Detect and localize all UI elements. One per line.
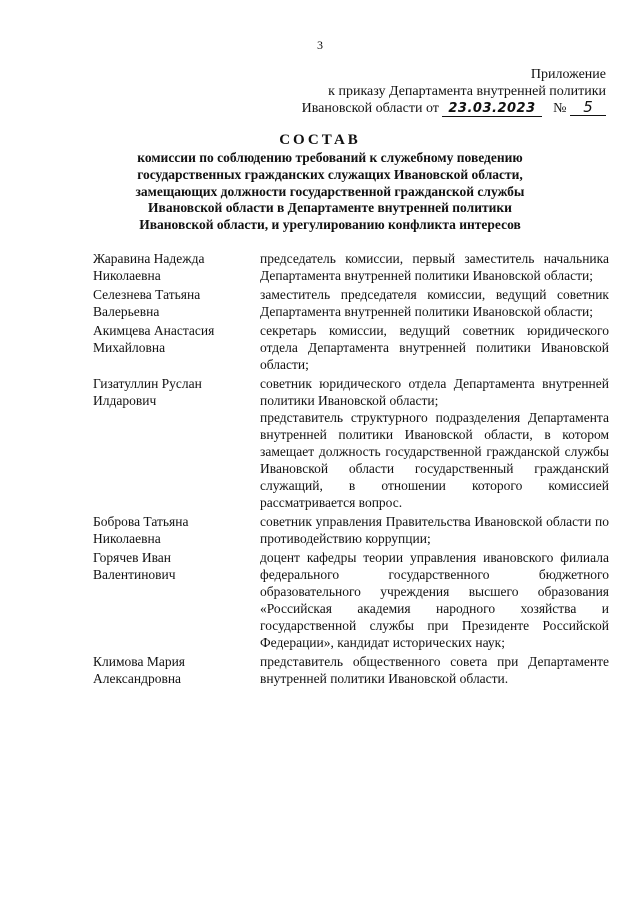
member-role-text: советник управления Правительства Ивановской области по противодействию коррупции; bbox=[260, 514, 609, 546]
subtitle-line: комиссии по соблюдению требований к служебному поведению bbox=[137, 150, 523, 165]
member-name bbox=[93, 322, 260, 373]
member-row bbox=[93, 322, 609, 373]
subtitle-line: Ивановской области, и урегулированию конфликта интересов bbox=[139, 217, 521, 233]
appendix-date-line bbox=[302, 100, 606, 117]
handwritten-date: 23.03.2023 bbox=[442, 102, 541, 117]
member-surname: Боброва Татьяна bbox=[93, 514, 189, 529]
member-row bbox=[93, 549, 609, 651]
member-name bbox=[93, 375, 260, 511]
member-row bbox=[93, 653, 609, 687]
member-patronymic: Александровна bbox=[93, 671, 182, 686]
appendix-header bbox=[302, 66, 606, 117]
member-patronymic: Михайловна bbox=[93, 340, 166, 355]
document-subtitle bbox=[100, 150, 560, 234]
member-role bbox=[260, 250, 609, 284]
handwritten-number: 5 bbox=[570, 100, 606, 116]
member-role-text: секретарь комиссии, ведущий советник юридического отдела Департамента внутренней политики Ивановской области; bbox=[260, 323, 609, 372]
appendix-order-ref: к приказу Департамента внутренней политики bbox=[328, 84, 606, 99]
member-name bbox=[93, 549, 260, 651]
member-row bbox=[93, 513, 609, 547]
subtitle-line: Ивановской области в Департаменте внутренней политики bbox=[148, 200, 512, 216]
member-role-text: советник юридического отдела Департамента внутренней политики Ивановской области; bbox=[260, 376, 609, 408]
member-role-text-extra: представитель структурного подразделения Департамента внутренней политики Ивановской области, в котором замещает должность государственной гражданской службы Ивановской области государственный гражданский служащий, в отношении которого комиссией рассматривается вопрос. bbox=[260, 410, 609, 510]
subtitle-line: замещающих должности государственной гражданской службы bbox=[135, 183, 525, 199]
member-patronymic: Валентинович bbox=[93, 567, 176, 582]
member-patronymic: Николаевна bbox=[93, 268, 161, 283]
member-name bbox=[93, 513, 260, 547]
member-role-text: заместитель председателя комиссии, ведущий советник Департамента внутренней политики Ивановской области; bbox=[260, 287, 609, 319]
member-patronymic: Валерьевна bbox=[93, 304, 160, 319]
member-role-text: председатель комиссии, первый заместитель начальника Департамента внутренней политики Ивановской области; bbox=[260, 251, 609, 283]
members-list bbox=[93, 250, 609, 689]
subtitle-line: государственных гражданских служащих Ивановской области, bbox=[137, 166, 523, 182]
member-role-text: представитель общественного совета при Департаменте внутренней политики Ивановской области. bbox=[260, 654, 609, 686]
member-row bbox=[93, 286, 609, 320]
member-patronymic: Николаевна bbox=[93, 531, 161, 546]
member-role bbox=[260, 322, 609, 373]
member-surname: Акимцева Анастасия bbox=[93, 323, 215, 338]
member-role bbox=[260, 653, 609, 687]
appendix-region: Ивановской области от bbox=[301, 101, 439, 116]
member-name bbox=[93, 286, 260, 320]
member-surname: Климова Мария bbox=[93, 654, 186, 669]
member-surname: Селезнева Татьяна bbox=[93, 287, 201, 302]
member-row bbox=[93, 250, 609, 284]
member-name bbox=[93, 653, 260, 687]
member-role bbox=[260, 286, 609, 320]
document-title: СОСТАВ bbox=[279, 132, 361, 148]
member-surname: Жаравина Надежда bbox=[93, 251, 205, 266]
member-role bbox=[260, 375, 609, 511]
member-role bbox=[260, 513, 609, 547]
member-row bbox=[93, 375, 609, 511]
member-name bbox=[93, 250, 260, 284]
appendix-title: Приложение bbox=[530, 67, 606, 82]
member-surname: Гизатуллин Руслан bbox=[93, 376, 202, 391]
member-role-text: доцент кафедры теории управления ивановского филиала федерального государственного бюджетного образовательного учреждения высшего образования «Российская академия народного хозяйства и государственной службы при Президенте Российской Федерации», кандидат исторических наук; bbox=[260, 550, 609, 650]
member-surname: Горячев Иван bbox=[93, 550, 172, 565]
member-role bbox=[260, 549, 609, 651]
page-number: 3 bbox=[317, 38, 323, 52]
member-patronymic: Илдарович bbox=[93, 393, 157, 408]
number-label: № bbox=[553, 101, 567, 116]
